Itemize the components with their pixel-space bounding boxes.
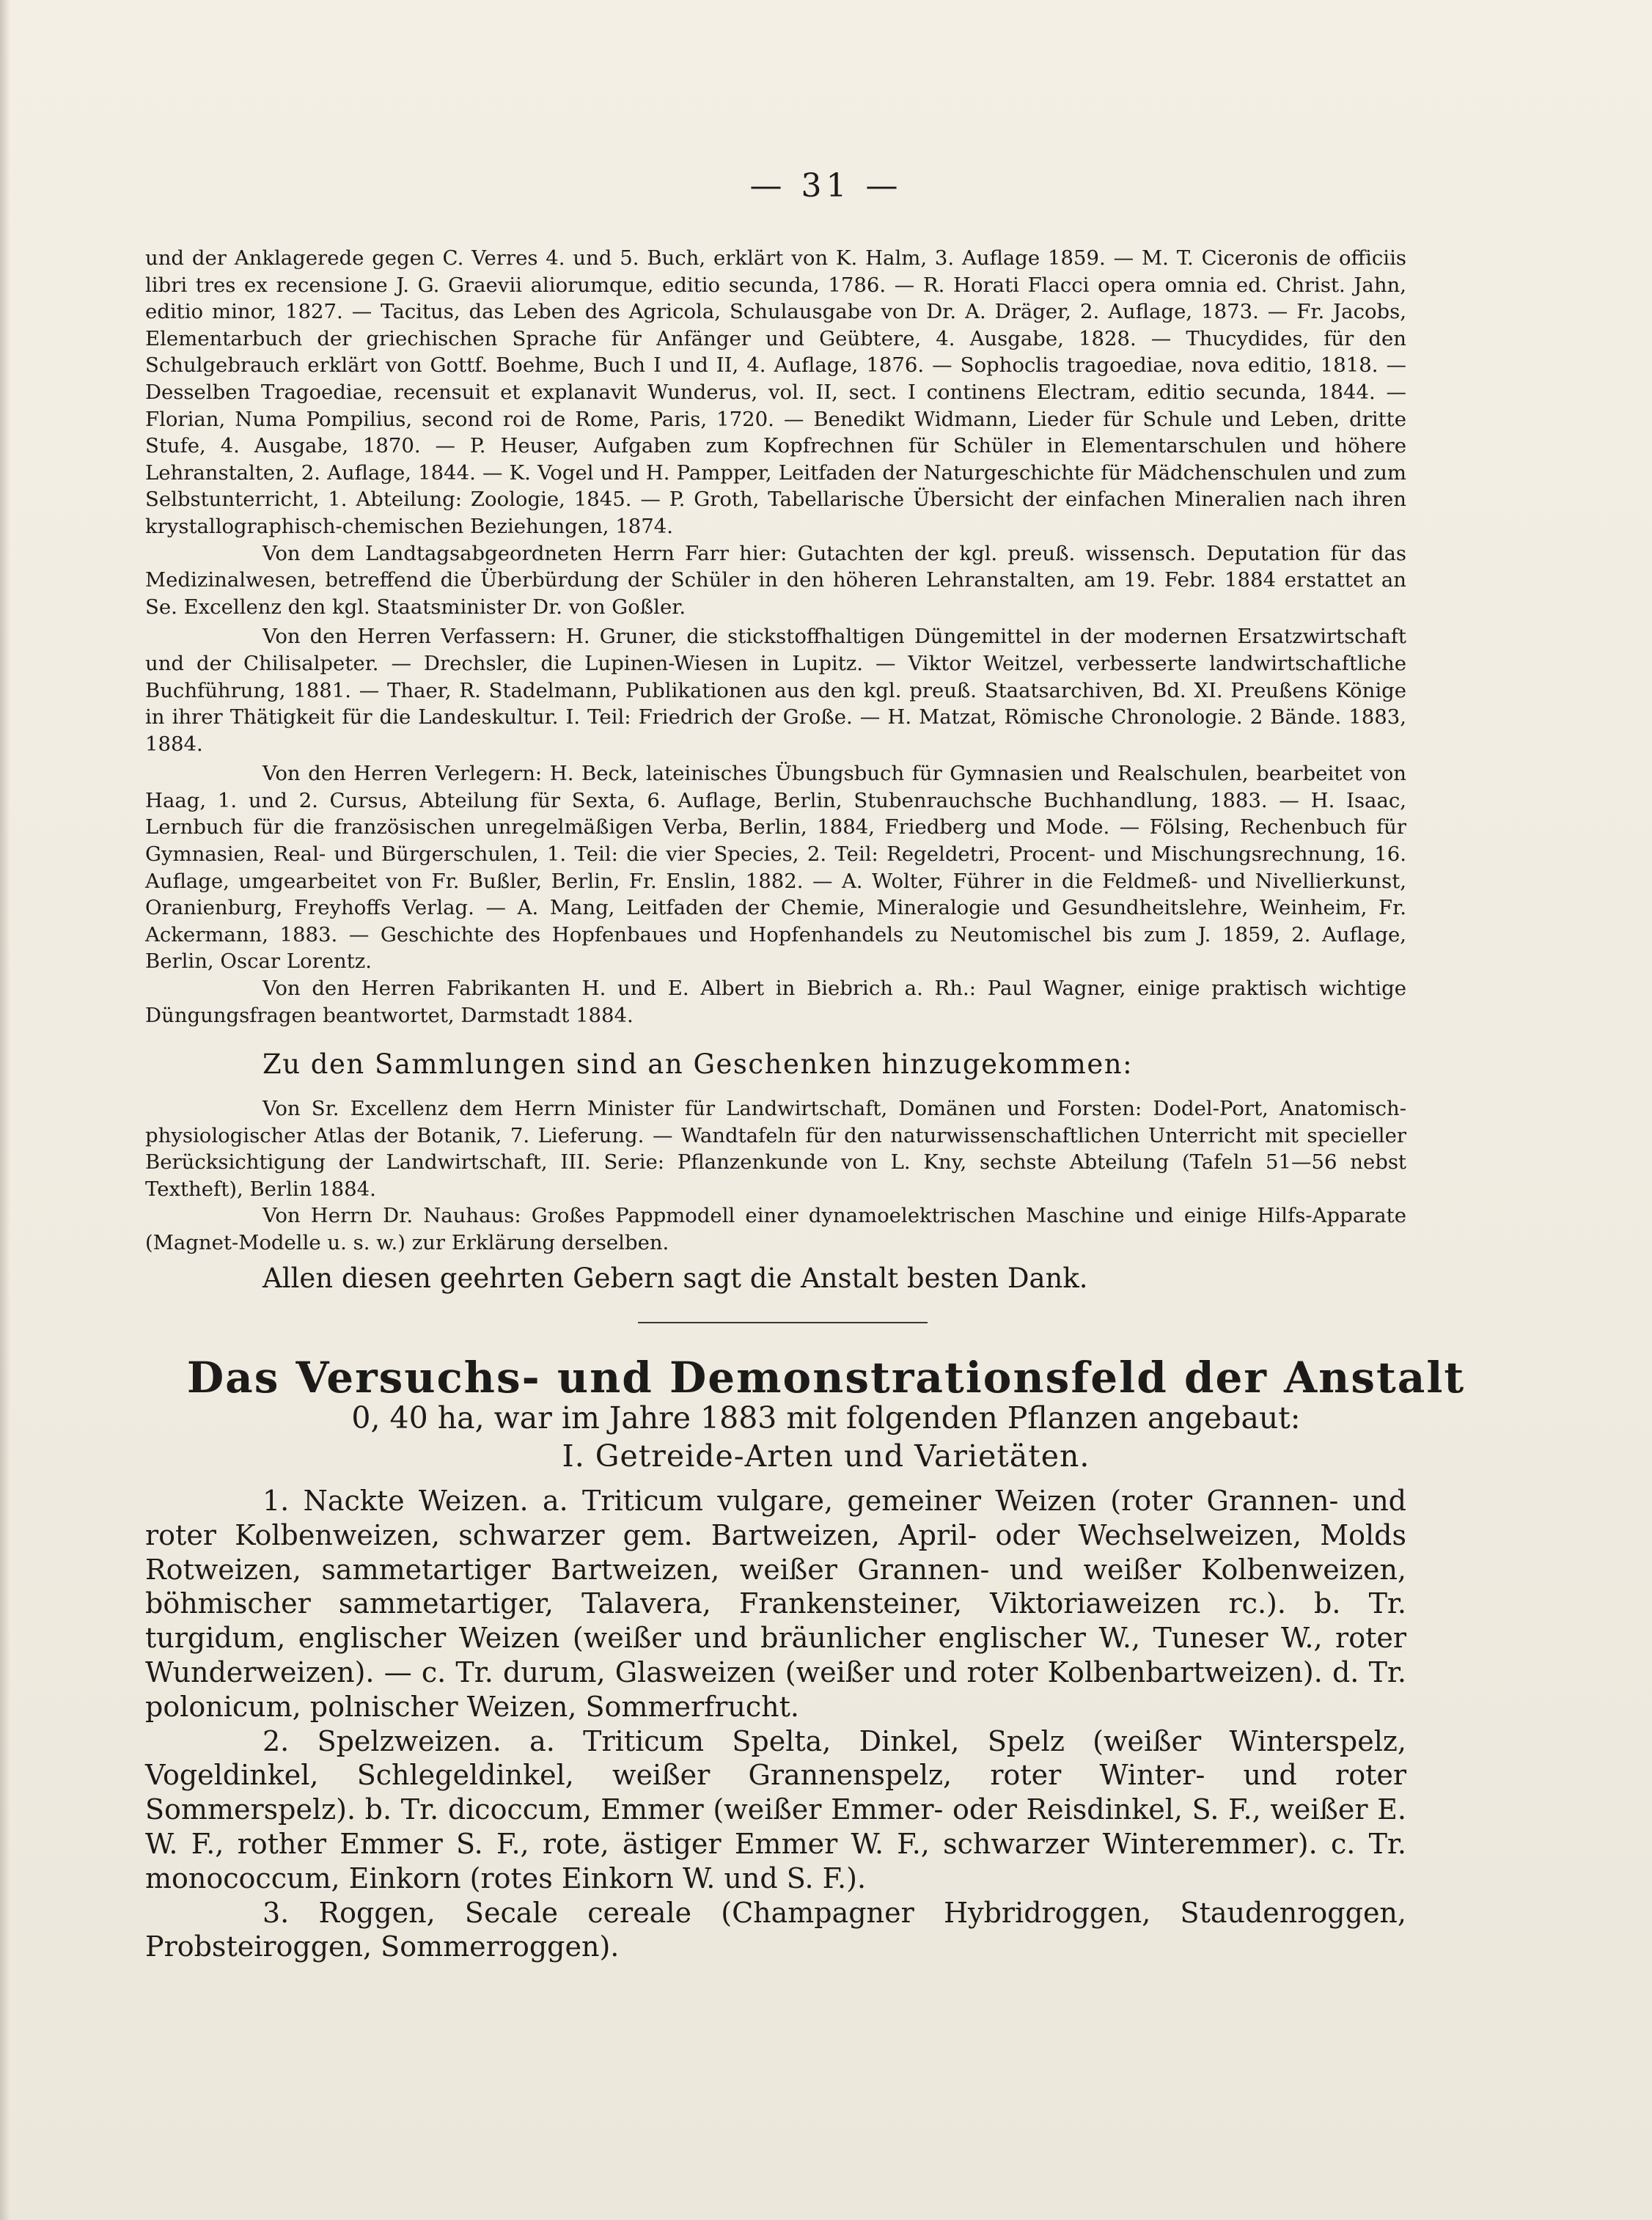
crop-list [145,1484,1406,1964]
donation-paragraph: und der Anklagerede gegen C. Verres 4. und 5. Buch, erklärt von K. Halm, 3. Auflage 1859. — M. T. Ciceronis de officiis libri tres ex recensione J. G. Graevii aliorumque, editio secunda, 1786. — R. Horati Flacci opera omnia ed. Christ. Jahn, editio minor, 1827. — Tacitus, das Leben des Agricola, Schulausgabe von Dr. A. Dräger, 2. Auflage, 1873. — Fr. Jacobs, Elementarbuch der griechischen Sprache für Anfänger und Geübtere, 4. Ausgabe, 1828. — Thucydides, für den Schulgebrauch erklärt von Gottf. Boehme, Buch I und II, 4. Auflage, 1876. — Sophoclis tragoediae, nova editio, 1818. — Desselben Tragoediae, recensuit et explanavit Wunderus, vol. II, sect. I continens Electram, editio secunda, 1844. — Florian, Numa Pompilius, second roi de Rome, Paris, 1720. — Benedikt Widmann, Lieder für Schule und Leben, dritte Stufe, 4. Ausgabe, 1870. — P. Heuser, Aufgaben zum Kopfrechnen für Schüler in Elementarschulen und höhere Lehranstalten, 2. Auflage, 1844. — K. Vogel und H. Pampper, Leitfaden der Naturgeschichte für Mädchenschulen und zum Selbstunterricht, 1. Abteilung: Zoologie, 1845. — P. Groth, Tabellarische Übersicht der einfachen Mineralien nach ihren krystallographisch-chemischen Beziehungen, 1874. [145,246,1406,538]
closing-line: Allen diesen geehrten Gebern sagt die Anstalt besten Dank. [263,1262,1088,1294]
collection-paragraph: Von Herrn Dr. Nauhaus: Großes Pappmodell einer dynamoelektrischen Maschine und einige Hilfs-Apparate (Magnet-Modelle u. s. w.) zur Erklärung derselben. [145,1204,1406,1254]
section-title: I. Getreide-Arten und Varietäten. [562,1438,1090,1474]
crop-paragraph: 2. Spelzweizen. a. Triticum Spelta, Dinkel, Spelz (weißer Winterspelz, Vogeldinkel, Schlegeldinkel, weißer Grannenspelz, roter Winter- und roter Sommerspelz). b. Tr. dicoccum, Emmer (weißer Emmer- oder Reisdinkel, S. F., weißer E. W. F., rother Emmer S. F., rote, ästiger Emmer W. F., schwarzer Winteremmer). c. Tr. monococcum, Einkorn (rotes Einkorn W. und S. F.). [145,1724,1406,1894]
donation-paragraph: Von den Herren Verfassern: H. Gruner, die stickstoffhaltigen Düngemittel in der modernen Ersatzwirtschaft und der Chilisalpeter. — Drechsler, die Lupinen-Wiesen in Lupitz. — Viktor Weitzel, verbesserte landwirtschaftliche Buchführung, 1881. — Thaer, R. Stadelmann, Publikationen aus den kgl. preuß. Staatsarchiven, Bd. XI. Preußens Könige in ihrer Thätigkeit für die Landeskultur. I. Teil: Friedrich der Große. — H. Matzat, Römische Chronologie. 2 Bände. 1883, 1884. [145,625,1406,756]
collections-section [145,1095,1406,1257]
collections-heading: Zu den Sammlungen sind an Geschenken hinzugekommen: [263,1048,1134,1080]
donation-paragraph: Von den Herren Verlegern: H. Beck, lateinisches Übungsbuch für Gymnasien und Realschulen, bearbeitet von Haag, 1. und 2. Cursus, Abteilung für Sexta, 6. Auflage, Berlin, Stubenrauchsche Buchhandlung, 1883. — H. Isaac, Lernbuch für die französischen unregelmäßigen Verba, Berlin, 1884, Friedberg und Mode. — Fölsing, Rechenbuch für Gymnasien, Real- und Bürgerschulen, 1. Teil: die vier Species, 2. Teil: Regeldetri, Procent- und Mischungsrechnung, 16. Auflage, umgearbeitet von Fr. Bußler, Berlin, Fr. Enslin, 1882. — A. Wolter, Führer in die Feldmeß- und Nivellierkunst, Oranienburg, Freyhoffs Verlag. — A. Mang, Leitfaden der Chemie, Mineralogie und Gesundheitslehre, Weinheim, Fr. Ackermann, 1883. — Geschichte des Hopfenbaues und Hopfenhandels zu Neutomischel bis zum J. 1859, 2. Auflage, Berlin, Oscar Lorentz. [145,762,1406,974]
collection-paragraph: Von Sr. Excellenz dem Herrn Minister für Landwirtschaft, Domänen und Forsten: Dodel-Port, Anatomisch-physiologischer Atlas der Botanik, 7. Lieferung. — Wandtafeln für den naturwissenschaftlichen Unterricht mit specieller Berücksichtigung der Landwirtschaft, III. Serie: Pflanzenkunde von L. Kny, sechste Abteilung (Tafeln 51—56 nebst Textheft), Berlin 1884. [145,1097,1406,1201]
field-title: Das Versuchs- und Demonstrationsfeld der Anstalt [186,1353,1466,1403]
page-number: — 31 — [749,167,903,205]
donations-section [145,245,1406,1029]
donation-paragraph: Von dem Landtagsabgeordneten Herrn Farr hier: Gutachten der kgl. preuß. wissensch. Deputation für das Medizinalwesen, betreffend die Überbürdung der Schüler in den höheren Lehranstalten, am 19. Febr. 1884 erstattet an Se. Excellenz den kgl. Staatsminister Dr. von Goßler. [145,541,1406,619]
crop-paragraph: 3. Roggen, Secale cereale (Champagner Hybridroggen, Staudenroggen, Probsteiroggen, Sommerroggen). [145,1896,1406,1963]
donation-paragraph: Von den Herren Fabrikanten H. und E. Albert in Biebrich a. Rh.: Paul Wagner, einige praktisch wichtige Düngungsfragen beantwortet, Darmstadt 1884. [145,977,1406,1027]
binding-shadow [0,0,10,2220]
section-divider [638,1322,928,1323]
crop-paragraph: 1. Nackte Weizen. a. Triticum vulgare, gemeiner Weizen (roter Grannen- und roter Kolbenweizen, schwarzer gem. Bartweizen, April- oder Wechselweizen, Molds Rotweizen, sammetartiger Bartweizen, weißer Grannen- und weißer Kolbenweizen, böhmischer sammetartiger, Talavera, Frankensteiner, Viktoriaweizen rc.). b. Tr. turgidum, englischer Weizen (weißer und bräunlicher englischer W., Tuneser W., roter Wunderweizen). — c. Tr. durum, Glasweizen (weißer und roter Kolbenbartweizen). d. Tr. polonicum, polnischer Weizen, Sommerfrucht. [145,1485,1406,1723]
field-subtitle: 0, 40 ha, war im Jahre 1883 mit folgenden Pflanzen angebaut: [351,1400,1301,1436]
